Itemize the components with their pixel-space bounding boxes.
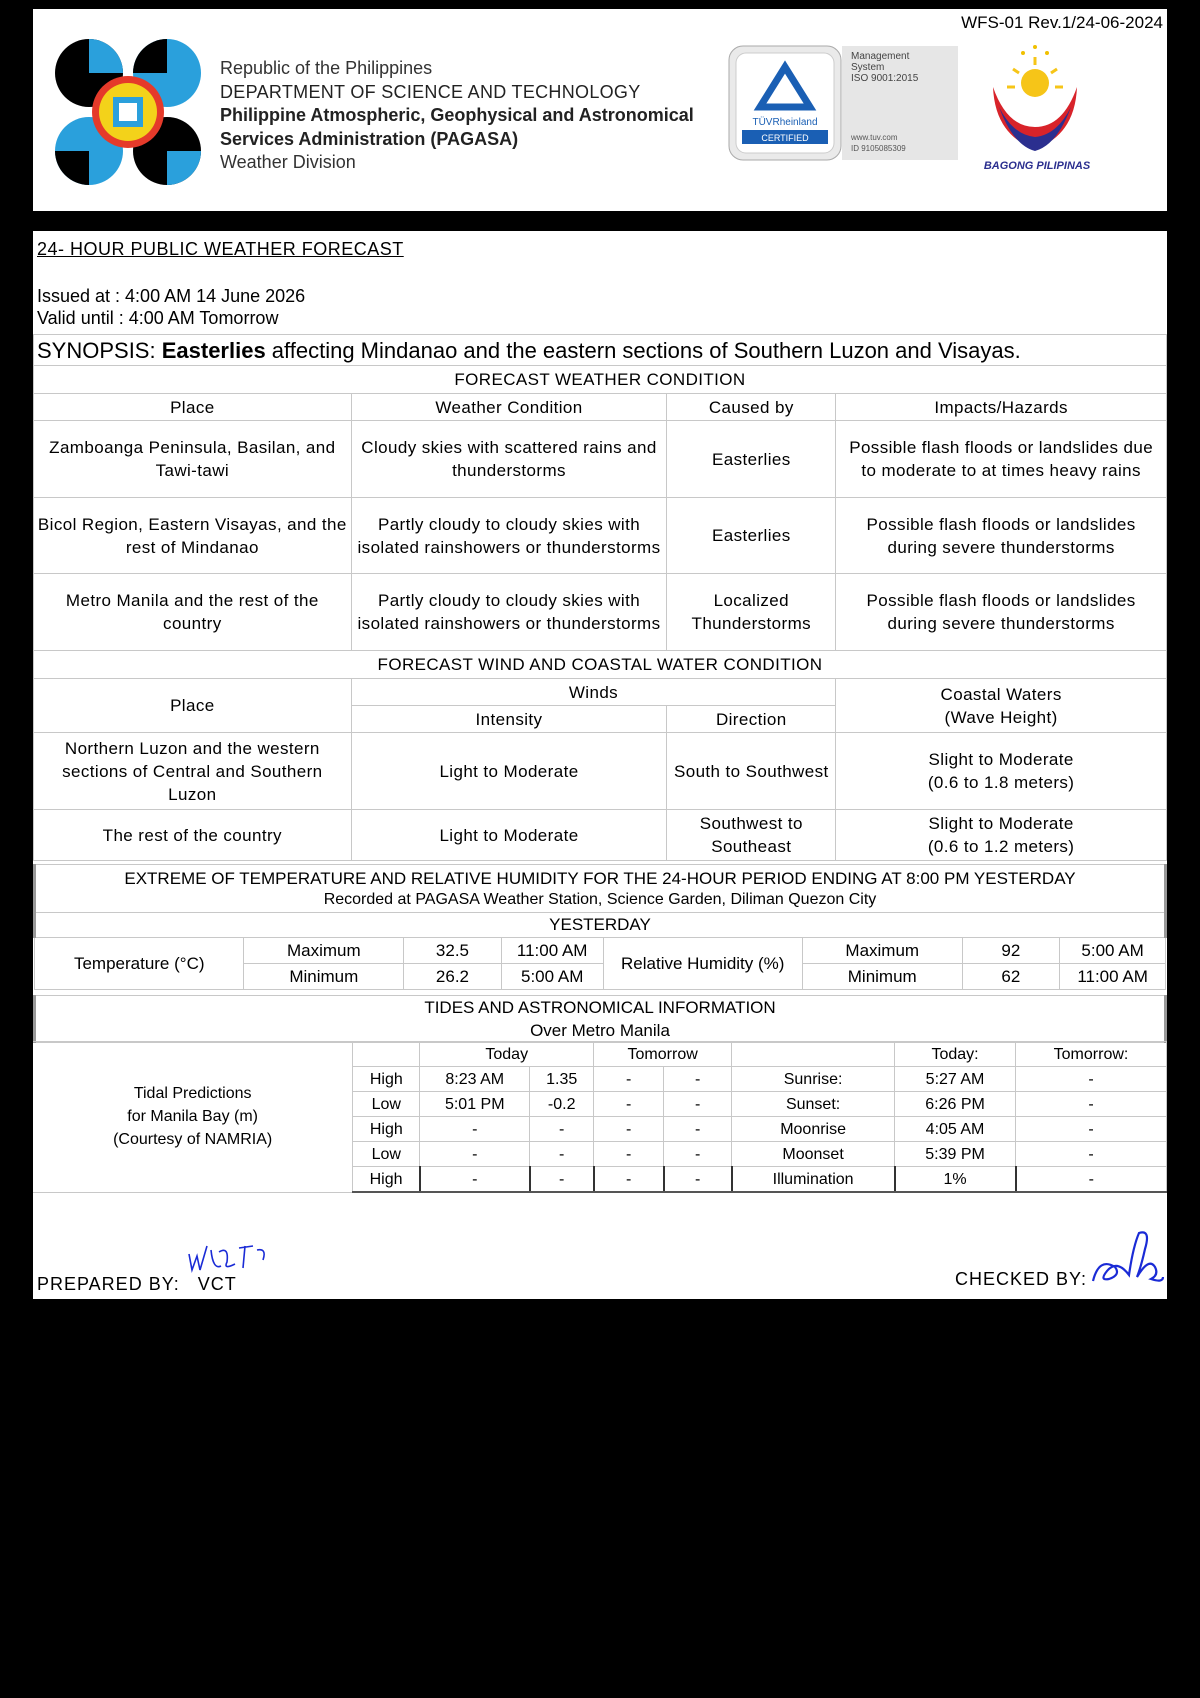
tide-time-tomorrow: - bbox=[594, 1142, 664, 1167]
humidity-label: Relative Humidity (%) bbox=[603, 938, 802, 990]
bagong-pilipinas-logo bbox=[973, 35, 1103, 175]
forecast-table bbox=[33, 365, 1167, 861]
section-title: FORECAST WIND AND COASTAL WATER CONDITION bbox=[34, 651, 1167, 679]
synopsis-text: affecting Mindanao and the eastern sections of Southern Luzon and Visayas. bbox=[265, 337, 1021, 363]
place-cell: Bicol Region, Eastern Visayas, and the rest of Mindanao bbox=[34, 498, 352, 574]
table-row bbox=[34, 498, 1167, 574]
letterhead bbox=[33, 9, 1167, 211]
astro-tomorrow: - bbox=[1016, 1092, 1167, 1117]
tide-value-today: - bbox=[530, 1117, 594, 1142]
astro-label: Sunset: bbox=[732, 1092, 895, 1117]
astro-today: 6:26 PM bbox=[895, 1092, 1016, 1117]
synopsis bbox=[34, 335, 1167, 366]
tide-value-tomorrow: - bbox=[664, 1067, 732, 1092]
tomorrow-header: Tomorrow bbox=[594, 1042, 732, 1067]
impacts-cell: Possible flash floods or landslides during severe thunderstorms bbox=[836, 498, 1167, 574]
direction-cell: Southwest to Southeast bbox=[667, 810, 836, 861]
astro-tomorrow-header: Tomorrow: bbox=[1016, 1042, 1167, 1067]
tide-time-today: - bbox=[420, 1142, 530, 1167]
column-header: Place bbox=[34, 394, 352, 421]
direction-cell: South to Southwest bbox=[667, 733, 836, 810]
agency-line: Republic of the Philippines bbox=[220, 58, 433, 78]
tide-value-today: 1.35 bbox=[530, 1067, 594, 1092]
astro-label: Sunrise: bbox=[732, 1067, 895, 1092]
astro-today: 5:39 PM bbox=[895, 1142, 1016, 1167]
checked-by-signature bbox=[1089, 1227, 1165, 1291]
empty-cell bbox=[732, 1042, 895, 1067]
agency-block bbox=[220, 57, 694, 175]
condition-cell: Partly cloudy to cloudy skies with isolated rainshowers or thunderstorms bbox=[351, 498, 667, 574]
document-code: WFS-01 Rev.1/24-06-2024 bbox=[961, 13, 1163, 32]
rh-max-value: 92 bbox=[962, 938, 1060, 964]
wave-height: (0.6 to 1.8 meters) bbox=[927, 773, 1075, 792]
min-label: Minimum bbox=[802, 964, 962, 990]
tides-title: TIDES AND ASTRONOMICAL INFORMATION bbox=[424, 998, 776, 1017]
tide-type: Low bbox=[353, 1142, 420, 1167]
coastal-header-sub: (Wave Height) bbox=[944, 707, 1058, 727]
tides-subtitle: Over Metro Manila bbox=[530, 1021, 670, 1040]
tide-type: Low bbox=[353, 1092, 420, 1117]
tidal-label-line: Tidal Predictions bbox=[133, 1085, 252, 1103]
astro-tomorrow: - bbox=[1016, 1167, 1167, 1193]
tide-type: High bbox=[353, 1167, 420, 1193]
tide-time-today: 5:01 PM bbox=[420, 1092, 530, 1117]
astro-label: Moonrise bbox=[732, 1117, 895, 1142]
temperature-title bbox=[35, 865, 1166, 913]
caused-by-cell: Localized Thunderstorms bbox=[667, 574, 836, 651]
rh-min-time: 11:00 AM bbox=[1060, 964, 1166, 990]
condition-cell: Cloudy skies with scattered rains and thunderstorms bbox=[351, 421, 667, 498]
bagong-logo-text: BAGONG PILIPINAS bbox=[983, 160, 1091, 172]
temperature-subtitle: Recorded at PAGASA Weather Station, Science Garden, Diliman Quezon City bbox=[323, 891, 877, 908]
temp-min-time: 5:00 AM bbox=[501, 964, 603, 990]
synopsis-table bbox=[33, 334, 1167, 366]
agency-name: Philippine Atmospheric, Geophysical and Astronomical bbox=[220, 105, 694, 125]
column-header: Direction bbox=[667, 706, 836, 733]
astro-tomorrow: - bbox=[1016, 1117, 1167, 1142]
min-label: Minimum bbox=[244, 964, 404, 990]
today-header: Today bbox=[420, 1042, 594, 1067]
place-cell: Zamboanga Peninsula, Basilan, and Tawi-tawi bbox=[34, 421, 352, 498]
temp-max-time: 11:00 AM bbox=[501, 938, 603, 964]
pagasa-logo bbox=[53, 37, 203, 187]
synopsis-system: Easterlies bbox=[161, 337, 266, 363]
astro-label: Illumination bbox=[732, 1167, 895, 1193]
agency-name-cont: Services Administration (PAGASA) bbox=[220, 128, 519, 149]
impacts-cell: Possible flash floods or landslides due to moderate to at times heavy rains bbox=[836, 421, 1167, 498]
section-title: FORECAST WEATHER CONDITION bbox=[34, 366, 1167, 394]
tuv-brand: TÜVRheinland bbox=[752, 117, 818, 128]
table-row bbox=[34, 421, 1167, 498]
temp-min-value: 26.2 bbox=[404, 964, 502, 990]
tides-heading bbox=[35, 996, 1166, 1043]
place-cell: Northern Luzon and the western sections of Central and Southern Luzon bbox=[34, 733, 352, 810]
temperature-table bbox=[33, 864, 1167, 990]
intensity-cell: Light to Moderate bbox=[351, 733, 667, 810]
rh-min-value: 62 bbox=[962, 964, 1060, 990]
tides-heading-table bbox=[33, 995, 1167, 1043]
prepared-name: VCT bbox=[197, 1274, 237, 1294]
page-title: 24- HOUR PUBLIC WEATHER FORECAST bbox=[37, 239, 404, 259]
table-row bbox=[34, 574, 1167, 651]
yesterday-label: YESTERDAY bbox=[35, 913, 1166, 938]
coastal-state: Slight to Moderate bbox=[928, 814, 1074, 833]
tide-type: High bbox=[353, 1117, 420, 1142]
issued-at: Issued at : 4:00 AM 14 June 2026 bbox=[37, 286, 306, 306]
prepared-by-signature bbox=[183, 1236, 273, 1276]
tidal-label bbox=[33, 1042, 353, 1193]
cert-line: www.tuv.com bbox=[851, 133, 898, 142]
astro-today: 1% bbox=[895, 1167, 1016, 1193]
coastal-cell bbox=[836, 733, 1167, 810]
astro-tomorrow: - bbox=[1016, 1067, 1167, 1092]
caused-by-cell: Easterlies bbox=[667, 421, 836, 498]
tide-value-tomorrow: - bbox=[664, 1117, 732, 1142]
tuv-certification-logo bbox=[728, 45, 958, 163]
column-header bbox=[836, 679, 1167, 733]
astro-label: Moonset bbox=[732, 1142, 895, 1167]
temp-max-value: 32.5 bbox=[404, 938, 502, 964]
rh-max-time: 5:00 AM bbox=[1060, 938, 1166, 964]
tide-value-today: - bbox=[530, 1142, 594, 1167]
tide-time-today: - bbox=[420, 1167, 530, 1193]
coastal-state: Slight to Moderate bbox=[928, 750, 1074, 769]
synopsis-label: SYNOPSIS: bbox=[37, 337, 162, 363]
impacts-cell: Possible flash floods or landslides during severe thunderstorms bbox=[836, 574, 1167, 651]
tide-type: High bbox=[353, 1067, 420, 1092]
cert-line: Management bbox=[851, 51, 910, 62]
intensity-cell: Light to Moderate bbox=[351, 810, 667, 861]
wave-height: (0.6 to 1.2 meters) bbox=[927, 837, 1075, 856]
tide-time-today: - bbox=[420, 1117, 530, 1142]
cert-line: System bbox=[851, 62, 885, 73]
astro-today: 5:27 AM bbox=[895, 1067, 1016, 1092]
prepared-label: PREPARED BY: bbox=[37, 1274, 180, 1294]
coastal-header: Coastal Waters bbox=[940, 684, 1062, 704]
tides-table bbox=[33, 1041, 1167, 1193]
valid-until: Valid until : 4:00 AM Tomorrow bbox=[37, 308, 279, 328]
tide-time-tomorrow: - bbox=[594, 1067, 664, 1092]
tide-value-tomorrow: - bbox=[664, 1092, 732, 1117]
place-cell: The rest of the country bbox=[34, 810, 352, 861]
column-header: Intensity bbox=[351, 706, 667, 733]
checked-by: CHECKED BY: bbox=[954, 1269, 1087, 1289]
issue-info bbox=[37, 285, 305, 329]
column-header: Winds bbox=[351, 679, 836, 706]
max-label: Maximum bbox=[244, 938, 404, 964]
tide-value-tomorrow: - bbox=[664, 1142, 732, 1167]
astro-today: 4:05 AM bbox=[895, 1117, 1016, 1142]
tide-value-today: -0.2 bbox=[530, 1092, 594, 1117]
column-header: Caused by bbox=[667, 394, 836, 421]
table-row bbox=[34, 733, 1167, 810]
caused-by-cell: Easterlies bbox=[667, 498, 836, 574]
table-row bbox=[34, 810, 1167, 861]
tide-time-tomorrow: - bbox=[594, 1092, 664, 1117]
temperature-heading: EXTREME OF TEMPERATURE AND RELATIVE HUMIDITY FOR THE 24-HOUR PERIOD ENDING AT 8:00 PM YESTERDAY bbox=[124, 869, 1076, 888]
tide-value-today: - bbox=[530, 1167, 594, 1193]
tidal-label-line: (Courtesy of NAMRIA) bbox=[113, 1131, 273, 1149]
tuv-badge: CERTIFIED bbox=[761, 133, 809, 143]
cert-line: ISO 9001:2015 bbox=[851, 73, 919, 84]
tide-time-tomorrow: - bbox=[594, 1117, 664, 1142]
tidal-label-line: for Manila Bay (m) bbox=[127, 1108, 258, 1126]
forecast-sheet bbox=[33, 231, 1167, 1299]
agency-division: Weather Division bbox=[220, 152, 356, 172]
max-label: Maximum bbox=[802, 938, 962, 964]
temperature-label: Temperature (°C) bbox=[35, 938, 244, 990]
column-header: Place bbox=[34, 679, 352, 733]
prepared-by bbox=[37, 1274, 237, 1295]
tide-value-tomorrow: - bbox=[664, 1167, 732, 1193]
cert-line: ID 9105085309 bbox=[851, 144, 906, 153]
place-cell: Metro Manila and the rest of the country bbox=[34, 574, 352, 651]
tide-time-today: 8:23 AM bbox=[420, 1067, 530, 1092]
coastal-cell bbox=[836, 810, 1167, 861]
column-header: Weather Condition bbox=[351, 394, 667, 421]
column-header: Impacts/Hazards bbox=[836, 394, 1167, 421]
tide-time-tomorrow: - bbox=[594, 1167, 664, 1193]
empty-cell bbox=[353, 1042, 420, 1067]
agency-department: DEPARTMENT OF SCIENCE AND TECHNOLOGY bbox=[220, 81, 641, 102]
condition-cell: Partly cloudy to cloudy skies with isolated rainshowers or thunderstorms bbox=[351, 574, 667, 651]
astro-tomorrow: - bbox=[1016, 1142, 1167, 1167]
astro-today-header: Today: bbox=[895, 1042, 1016, 1067]
